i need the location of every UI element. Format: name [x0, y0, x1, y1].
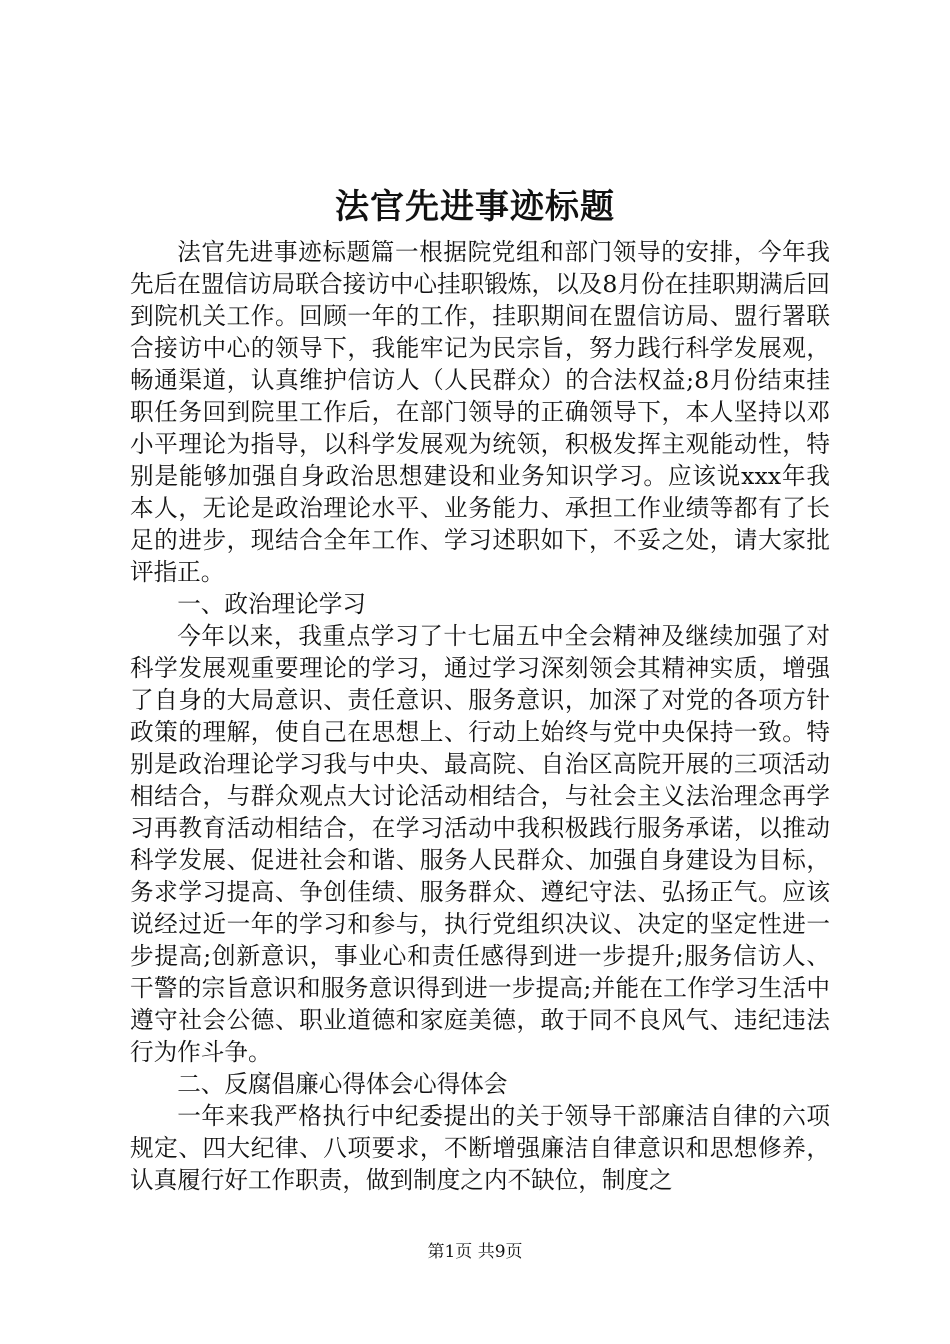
section-heading-anti-corruption: 二、反腐倡廉心得体会心得体会 [177, 1070, 508, 1098]
document-title: 法官先进事迹标题 [335, 187, 615, 227]
section-heading-political-study: 一、政治理论学习 [177, 590, 366, 618]
paragraph-political-study: 今年以来，我重点学习了十七届五中全会精神及继续加强了对科学发展观重要理论的学习，通过学习深刻领会其精神实质，增强了自身的大局意识、责任意识、服务意识，加深了对党的各项方针政策的理解，使自己在思想上、行动上始终与党中央保持一致。特别是政治理论学习我与中央、最高院、自治区高院开展的三项活动相结合，与群众观点大讨论活动相结合，与社会主义法治理念再学习再教育活动相结合，在学习活动中我积极践行服务承诺，以推动科学发展、促进社会和谐、服务人民群众、加强自身建设为目标，务求学习提高、争创佳绩、服务群众、遵纪守法、弘扬正气。应该说经过近一年的学习和参与，执行党组织决议、决定的坚定性进一步提高;创新意识，事业心和责任感得到进一步提升;服务信访人、干警的宗旨意识和服务意识得到进一步提高;并能在工作学习生活中遵守社会公德、职业道德和家庭美德，敢于同不良风气、违纪违法行为作斗争。 [130, 622, 830, 1066]
paragraph-intro: 法官先进事迹标题篇一根据院党组和部门领导的安排，今年我先后在盟信访局联合接访中心挂职锻炼，以及8月份在挂职期满后回到院机关工作。回顾一年的工作，挂职期间在盟信访局、盟行署联合接访中心的领导下，我能牢记为民宗旨，努力践行科学发展观，畅通渠道，认真维护信访人（人民群众）的合法权益;8月份结束挂职任务回到院里工作后，在部门领导的正确领导下，本人坚持以邓小平理论为指导，以科学发展观为统领，积极发挥主观能动性，特别是能够加强自身政治思想建设和业务知识学习。应该说xxx年我本人，无论是政治理论水平、业务能力、承担工作业绩等都有了长足的进步，现结合全年工作、学习述职如下，不妥之处，请大家批评指正。 [130, 238, 830, 586]
document-body [130, 236, 830, 1196]
paragraph-anti-corruption: 一年来我严格执行中纪委提出的关于领导干部廉洁自律的六项规定、四大纪律、八项要求，不断增强廉洁自律意识和思想修养，认真履行好工作职责，做到制度之内不缺位，制度之 [130, 1102, 830, 1194]
page-number-footer: 第1页 共9页 [427, 1242, 523, 1262]
